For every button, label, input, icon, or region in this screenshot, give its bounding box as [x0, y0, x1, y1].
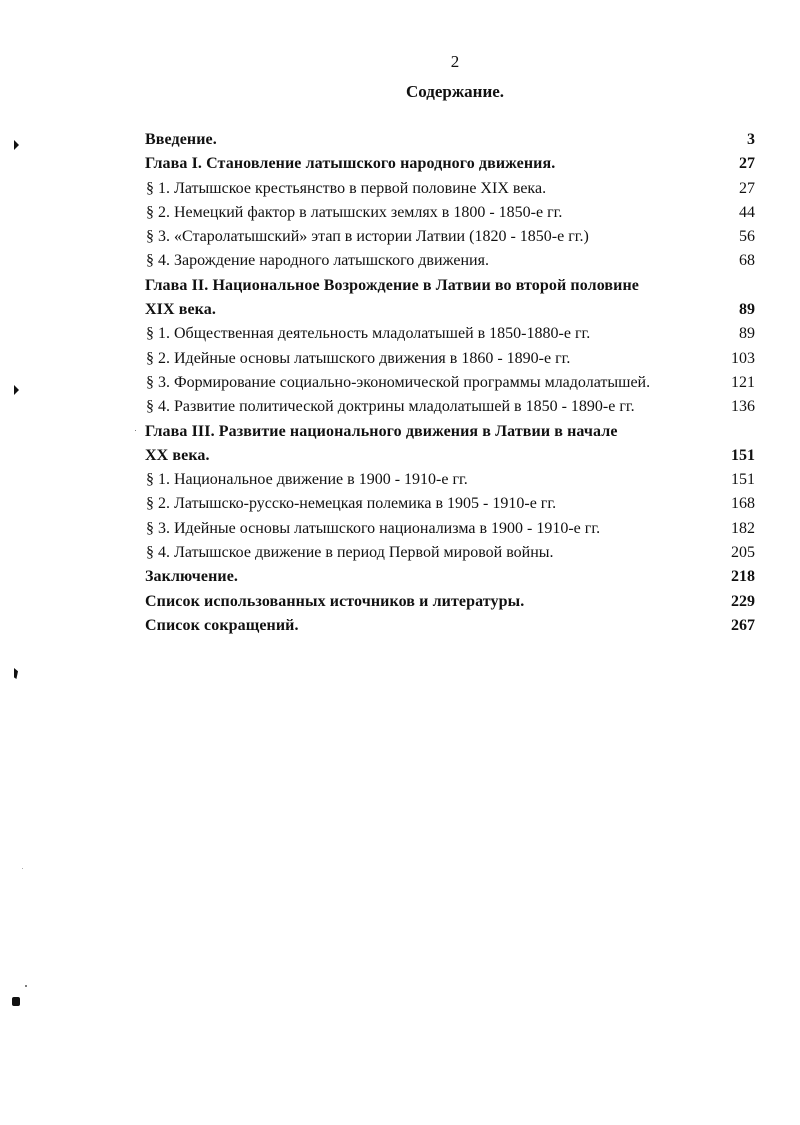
- toc-entry-page: 56: [739, 228, 755, 246]
- toc-entry-title: Список использованных источников и литературы.: [145, 592, 525, 610]
- toc-section-row: [145, 397, 755, 421]
- toc-entry-page: 44: [739, 203, 755, 221]
- toc-section-row: [145, 227, 755, 251]
- toc-entry-title: § 3. «Старолатышский» этап в истории Латвии (1820 - 1850-е гг.): [146, 228, 589, 246]
- toc-entry-page: 151: [731, 446, 755, 464]
- toc-section-row: [145, 251, 755, 275]
- scan-binding-mark: [14, 668, 18, 679]
- toc-section-row: [145, 519, 755, 543]
- toc-heading-row: [145, 422, 755, 446]
- toc-entry-page: 229: [731, 592, 755, 610]
- toc-entry-page: 136: [731, 398, 755, 416]
- toc-entry-title: § 4. Латышское движение в период Первой мировой войны.: [146, 544, 554, 562]
- toc-entry-title: § 4. Зарождение народного латышского движения.: [146, 252, 489, 270]
- toc-entry-page: 27: [739, 179, 755, 197]
- toc-heading-row: [145, 300, 755, 324]
- toc-entry-title: Глава III. Развитие национального движения в Латвии в начале: [145, 422, 618, 440]
- toc-entry-page: 218: [731, 568, 755, 586]
- toc-entry-title: § 4. Развитие политической доктрины младолатышей в 1850 - 1890-е гг.: [146, 398, 635, 416]
- toc-entry-title: § 2. Немецкий фактор в латышских землях в 1800 - 1850-е гг.: [146, 203, 563, 221]
- toc-entry-page: 89: [739, 301, 755, 319]
- toc-entry-title: XX века.: [145, 446, 210, 464]
- toc-entry-title: § 2. Латышско-русско-немецкая полемика в 1905 - 1910-е гг.: [146, 495, 557, 513]
- toc-heading-row: [145, 154, 755, 178]
- toc-entry-page: 151: [731, 471, 755, 489]
- toc-entry-title: § 1. Общественная деятельность младолатышей в 1850-1880-е гг.: [146, 325, 591, 343]
- toc-section-row: [145, 324, 755, 348]
- toc-entry-title: Глава I. Становление латышского народного движения.: [145, 155, 556, 173]
- toc-entry-page: 89: [739, 325, 755, 343]
- toc-entry-page: 68: [739, 252, 755, 270]
- scan-binding-mark: [14, 385, 19, 395]
- toc-entry-title: § 2. Идейные основы латышского движения в 1860 - 1890-е гг.: [146, 349, 571, 367]
- toc-section-row: [145, 373, 755, 397]
- toc-entry-page: 103: [731, 349, 755, 367]
- page-number: 2: [450, 52, 460, 71]
- toc-heading-row: [145, 276, 755, 300]
- toc-entry-title: § 3. Идейные основы латышского национализма в 1900 - 1910-е гг.: [146, 519, 601, 537]
- toc-heading-row: [145, 592, 755, 616]
- scan-binding-mark: [12, 997, 20, 1006]
- toc-entry-page: 267: [731, 616, 755, 634]
- toc-entry-title: § 1. Латышское крестьянство в первой половине XIX века.: [146, 179, 547, 197]
- toc-entry-title: Введение.: [145, 131, 217, 148]
- toc-entry-page: 205: [731, 544, 755, 562]
- scan-binding-mark: [14, 140, 19, 150]
- toc-section-row: [145, 179, 755, 203]
- toc-entry-title: Глава II. Национальное Возрождение в Латвии во второй половине: [145, 276, 639, 294]
- toc-entry-title: Список сокращений.: [145, 616, 299, 634]
- toc-section-row: [145, 494, 755, 518]
- toc-entry-page: 168: [731, 495, 755, 513]
- toc-entry-title: XIX века.: [145, 301, 216, 319]
- toc-heading-row: [145, 616, 755, 640]
- document-title: Содержание.: [405, 82, 505, 101]
- toc-heading-row: [145, 130, 755, 154]
- scan-speck: [135, 430, 136, 431]
- toc-heading-row: [145, 446, 755, 470]
- toc-entry-title: Заключение.: [145, 568, 239, 586]
- toc-section-row: [145, 349, 755, 373]
- table-of-contents: [145, 130, 755, 640]
- toc-heading-row: [145, 567, 755, 591]
- toc-entry-page: 3: [747, 131, 755, 148]
- toc-entry-page: 182: [731, 519, 755, 537]
- scan-speck: [25, 985, 27, 987]
- toc-entry-title: § 1. Национальное движение в 1900 - 1910-е гг.: [146, 471, 468, 489]
- toc-section-row: [145, 470, 755, 494]
- scan-speck: [22, 868, 23, 869]
- toc-entry-page: 27: [739, 155, 755, 173]
- toc-entry-page: 121: [731, 373, 755, 391]
- toc-section-row: [145, 543, 755, 567]
- toc-entry-title: § 3. Формирование социально-экономической программы младолатышей.: [146, 373, 651, 391]
- toc-section-row: [145, 203, 755, 227]
